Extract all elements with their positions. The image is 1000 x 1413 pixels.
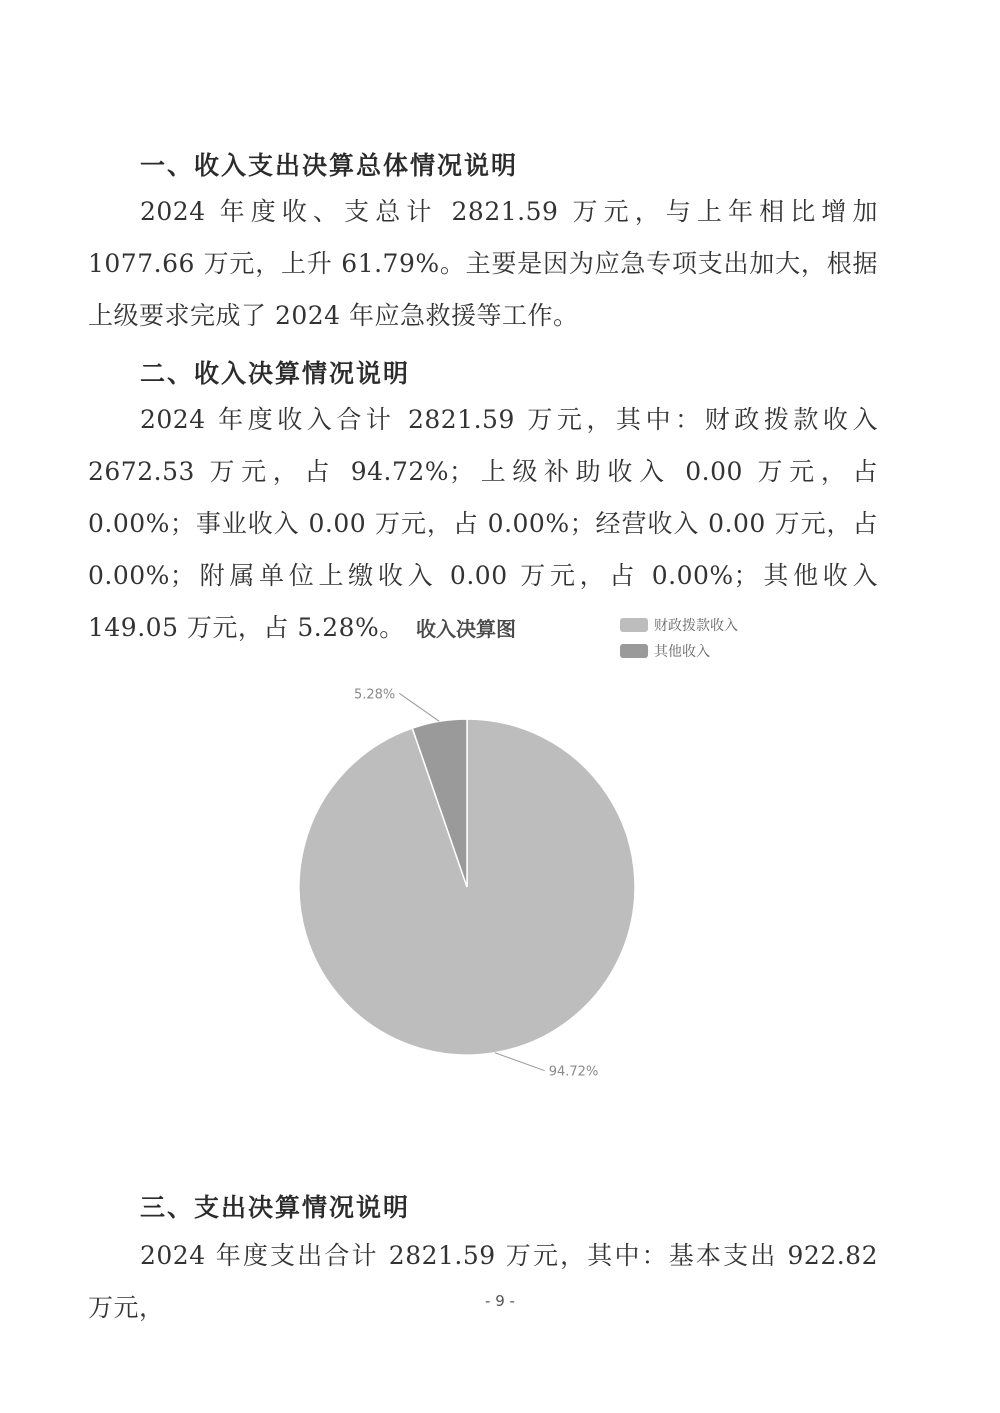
- section-heading-1: 一、收入支出决算总体情况说明: [140, 151, 519, 180]
- chart-title: 收入决算图: [416, 617, 516, 641]
- pie-slices: [299, 719, 635, 1055]
- pie-label-line-1: [399, 693, 439, 721]
- chart-legend: [620, 617, 738, 660]
- pie-label-line-0: [495, 1053, 545, 1071]
- legend-label-0: 财政拨款收入: [654, 618, 738, 634]
- pie-chart-svg: [280, 600, 800, 1120]
- legend-label-1: 其他收入: [654, 644, 710, 660]
- section-heading-3: 三、支出决算情况说明: [140, 1193, 411, 1222]
- income-pie-chart: [280, 600, 800, 1120]
- pie-data-label-0: 94.72%: [548, 1064, 599, 1080]
- page-number: - 9 -: [485, 1292, 515, 1310]
- legend-swatch-1: [620, 644, 648, 658]
- section-paragraph-2: 2024 年度收入合计 2821.59 万元，其中：财政拨款收入 2672.53 万元，占 94.72%；上级补助收入 0.00 万元，占 0.00%；事业收入 0.00 万元，占 0.00%；经营收入 0.00 万元，占 0.00%；附属单位上缴收入 0.00 万元，占 0.00%；其他收入 149.05 万元，占 5.28%。: [88, 405, 878, 642]
- pie-data-label-1: 5.28%: [353, 687, 396, 703]
- legend-swatch-0: [620, 618, 648, 632]
- section-paragraph-3: 2024 年度支出合计 2821.59 万元，其中：基本支出 922.82 万元，: [88, 1241, 878, 1322]
- section-heading-2: 二、收入决算情况说明: [140, 359, 411, 388]
- section-paragraph-1: 2024 年度收、支总计 2821.59 万元，与上年相比增加 1077.66 万元，上升 61.79%。主要是因为应急专项支出加大，根据上级要求完成了 2024 年应急救援等工作。: [88, 197, 878, 330]
